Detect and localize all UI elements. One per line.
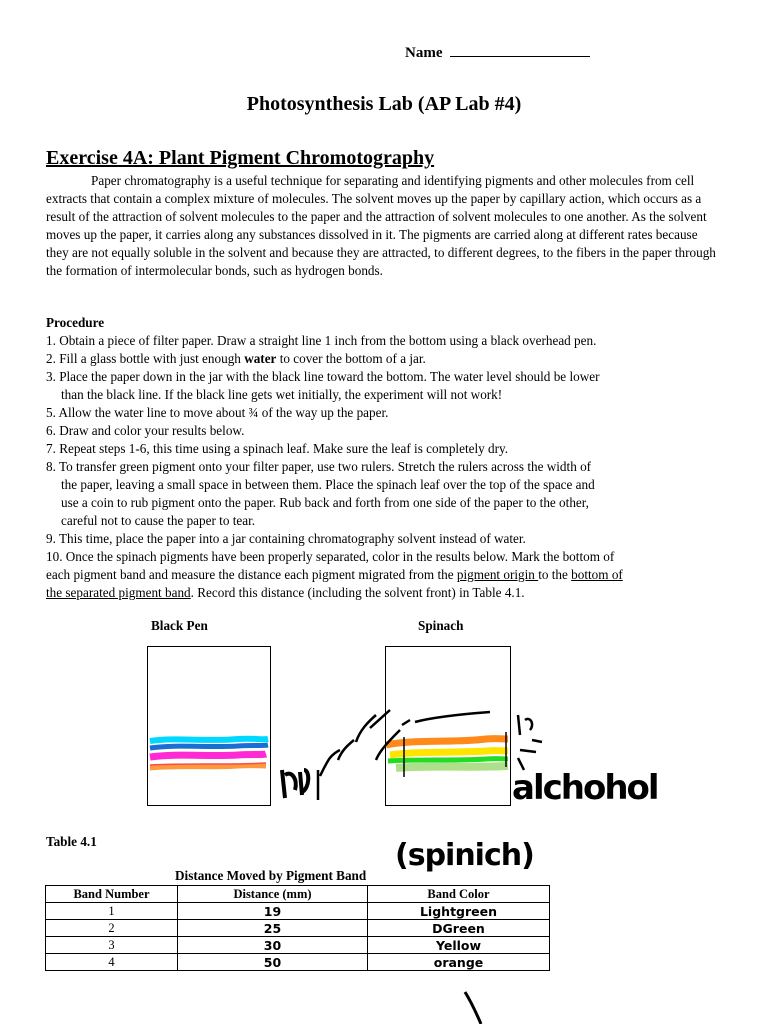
table-caption: Distance Moved by Pigment Band [175, 868, 367, 883]
black-pen-bands [148, 647, 270, 805]
step-10-cont-2: the separated pigment band. Record this distance (including the solvent front) in Table 4.1. [46, 585, 525, 600]
distance-cell[interactable]: 19 [178, 903, 368, 920]
table-row [46, 937, 550, 954]
step-3: 3. Place the paper down in the jar with the black line toward the bottom. The water level should be lower [46, 369, 600, 384]
step-2: 2. Fill a glass bottle with just enough water to cover the bottom of a jar. [46, 351, 426, 366]
procedure-steps [46, 332, 722, 602]
black-pen-band-magenta [150, 754, 266, 757]
black-pen-band-cyan [150, 739, 268, 741]
distance-cell[interactable]: 30 [178, 937, 368, 954]
band-number-cell: 2 [46, 920, 178, 937]
table-row [46, 920, 550, 937]
step-8-cont-3: careful not to cause the paper to tear. [61, 513, 256, 528]
page-title: Photosynthesis Lab (AP Lab #4) [246, 93, 522, 115]
step-6: 6. Draw and color your results below. [46, 423, 245, 438]
band-color-cell[interactable]: Lightgreen [368, 903, 550, 920]
step-7: 7. Repeat steps 1-6, this time using a spinach leaf. Make sure the leaf is completely dry. [46, 441, 509, 456]
header-band-number: Band Number [46, 886, 178, 903]
spinach-label: Spinach [418, 618, 464, 633]
header-distance: Distance (mm) [178, 886, 368, 903]
black-pen-paper [147, 646, 271, 806]
intro-text: Paper chromatography is a useful technique for separating and identifying pigments and other molecules from cell extracts that contain a complex mixture of molecules. The solvent moves up the paper by capillary action, which occurs as a result of the attraction of solvent molecules to the paper and the attraction of solvent molecules to one another. As the solvent moves up the paper, it carries along any substances dissolved in it. The pigments are carried along at different rates because they are not equally soluble in the solvent and because they are attracted, to different degrees, to the fibers in the paper through the formation of intermolecular bonds, such as hydrogen bonds. [46, 173, 716, 278]
step-10-cont-1: each pigment band and measure the distance each pigment migrated from the pigment origin to the bottom of [46, 567, 623, 582]
band-color-cell[interactable]: orange [368, 954, 550, 971]
step-5: 5. Allow the water line to move about ¾ of the way up the paper. [46, 405, 389, 420]
exercise-title: Exercise 4A: Plant Pigment Chromotography [46, 147, 435, 169]
handwritten-stroke [455, 990, 495, 1024]
table-header-row [46, 886, 550, 903]
name-field[interactable] [405, 44, 590, 62]
handwritten-alcohol: alchohol [512, 768, 658, 808]
step-8-cont-2: use a coin to rub pigment onto the paper. Rub back and forth from one side of the paper to the other, [61, 495, 589, 510]
step-8: 8. To transfer green pigment onto your filter paper, use two rulers. Stretch the rulers across the width of [46, 459, 592, 474]
band-number-cell: 1 [46, 903, 178, 920]
step-8-cont-1: the paper, leaving a small space in between them. Place the spinach leaf over the top of the space and [61, 477, 595, 492]
name-label: Name [405, 45, 443, 61]
band-number-cell: 4 [46, 954, 178, 971]
table-row [46, 954, 550, 971]
band-color-cell[interactable]: DGreen [368, 920, 550, 937]
pigment-table [45, 885, 550, 971]
step-3-cont: than the black line. If the black line gets wet initially, the experiment will not work! [61, 387, 503, 402]
band-number-cell: 3 [46, 937, 178, 954]
step-1: 1. Obtain a piece of filter paper. Draw a straight line 1 inch from the bottom using a black overhead pen. [46, 333, 597, 348]
name-blank-line[interactable] [450, 44, 590, 57]
black-pen-label: Black Pen [151, 618, 208, 633]
band-color-cell[interactable]: Yellow [368, 937, 550, 954]
distance-cell[interactable]: 25 [178, 920, 368, 937]
procedure-heading: Procedure [46, 315, 105, 330]
distance-cell[interactable]: 50 [178, 954, 368, 971]
black-pen-band-blue [150, 745, 268, 748]
intro-paragraph [46, 172, 722, 280]
table-label: Table 4.1 [46, 834, 97, 849]
black-pen-band-orange [150, 766, 266, 768]
table-row [46, 903, 550, 920]
step-9: 9. This time, place the paper into a jar containing chromatography solvent instead of water. [46, 531, 526, 546]
handwritten-spinach-note: (spinich) [395, 838, 534, 873]
header-band-color: Band Color [368, 886, 550, 903]
step-10: 10. Once the spinach pigments have been properly separated, color in the results below. Mark the bottom of [46, 549, 615, 564]
